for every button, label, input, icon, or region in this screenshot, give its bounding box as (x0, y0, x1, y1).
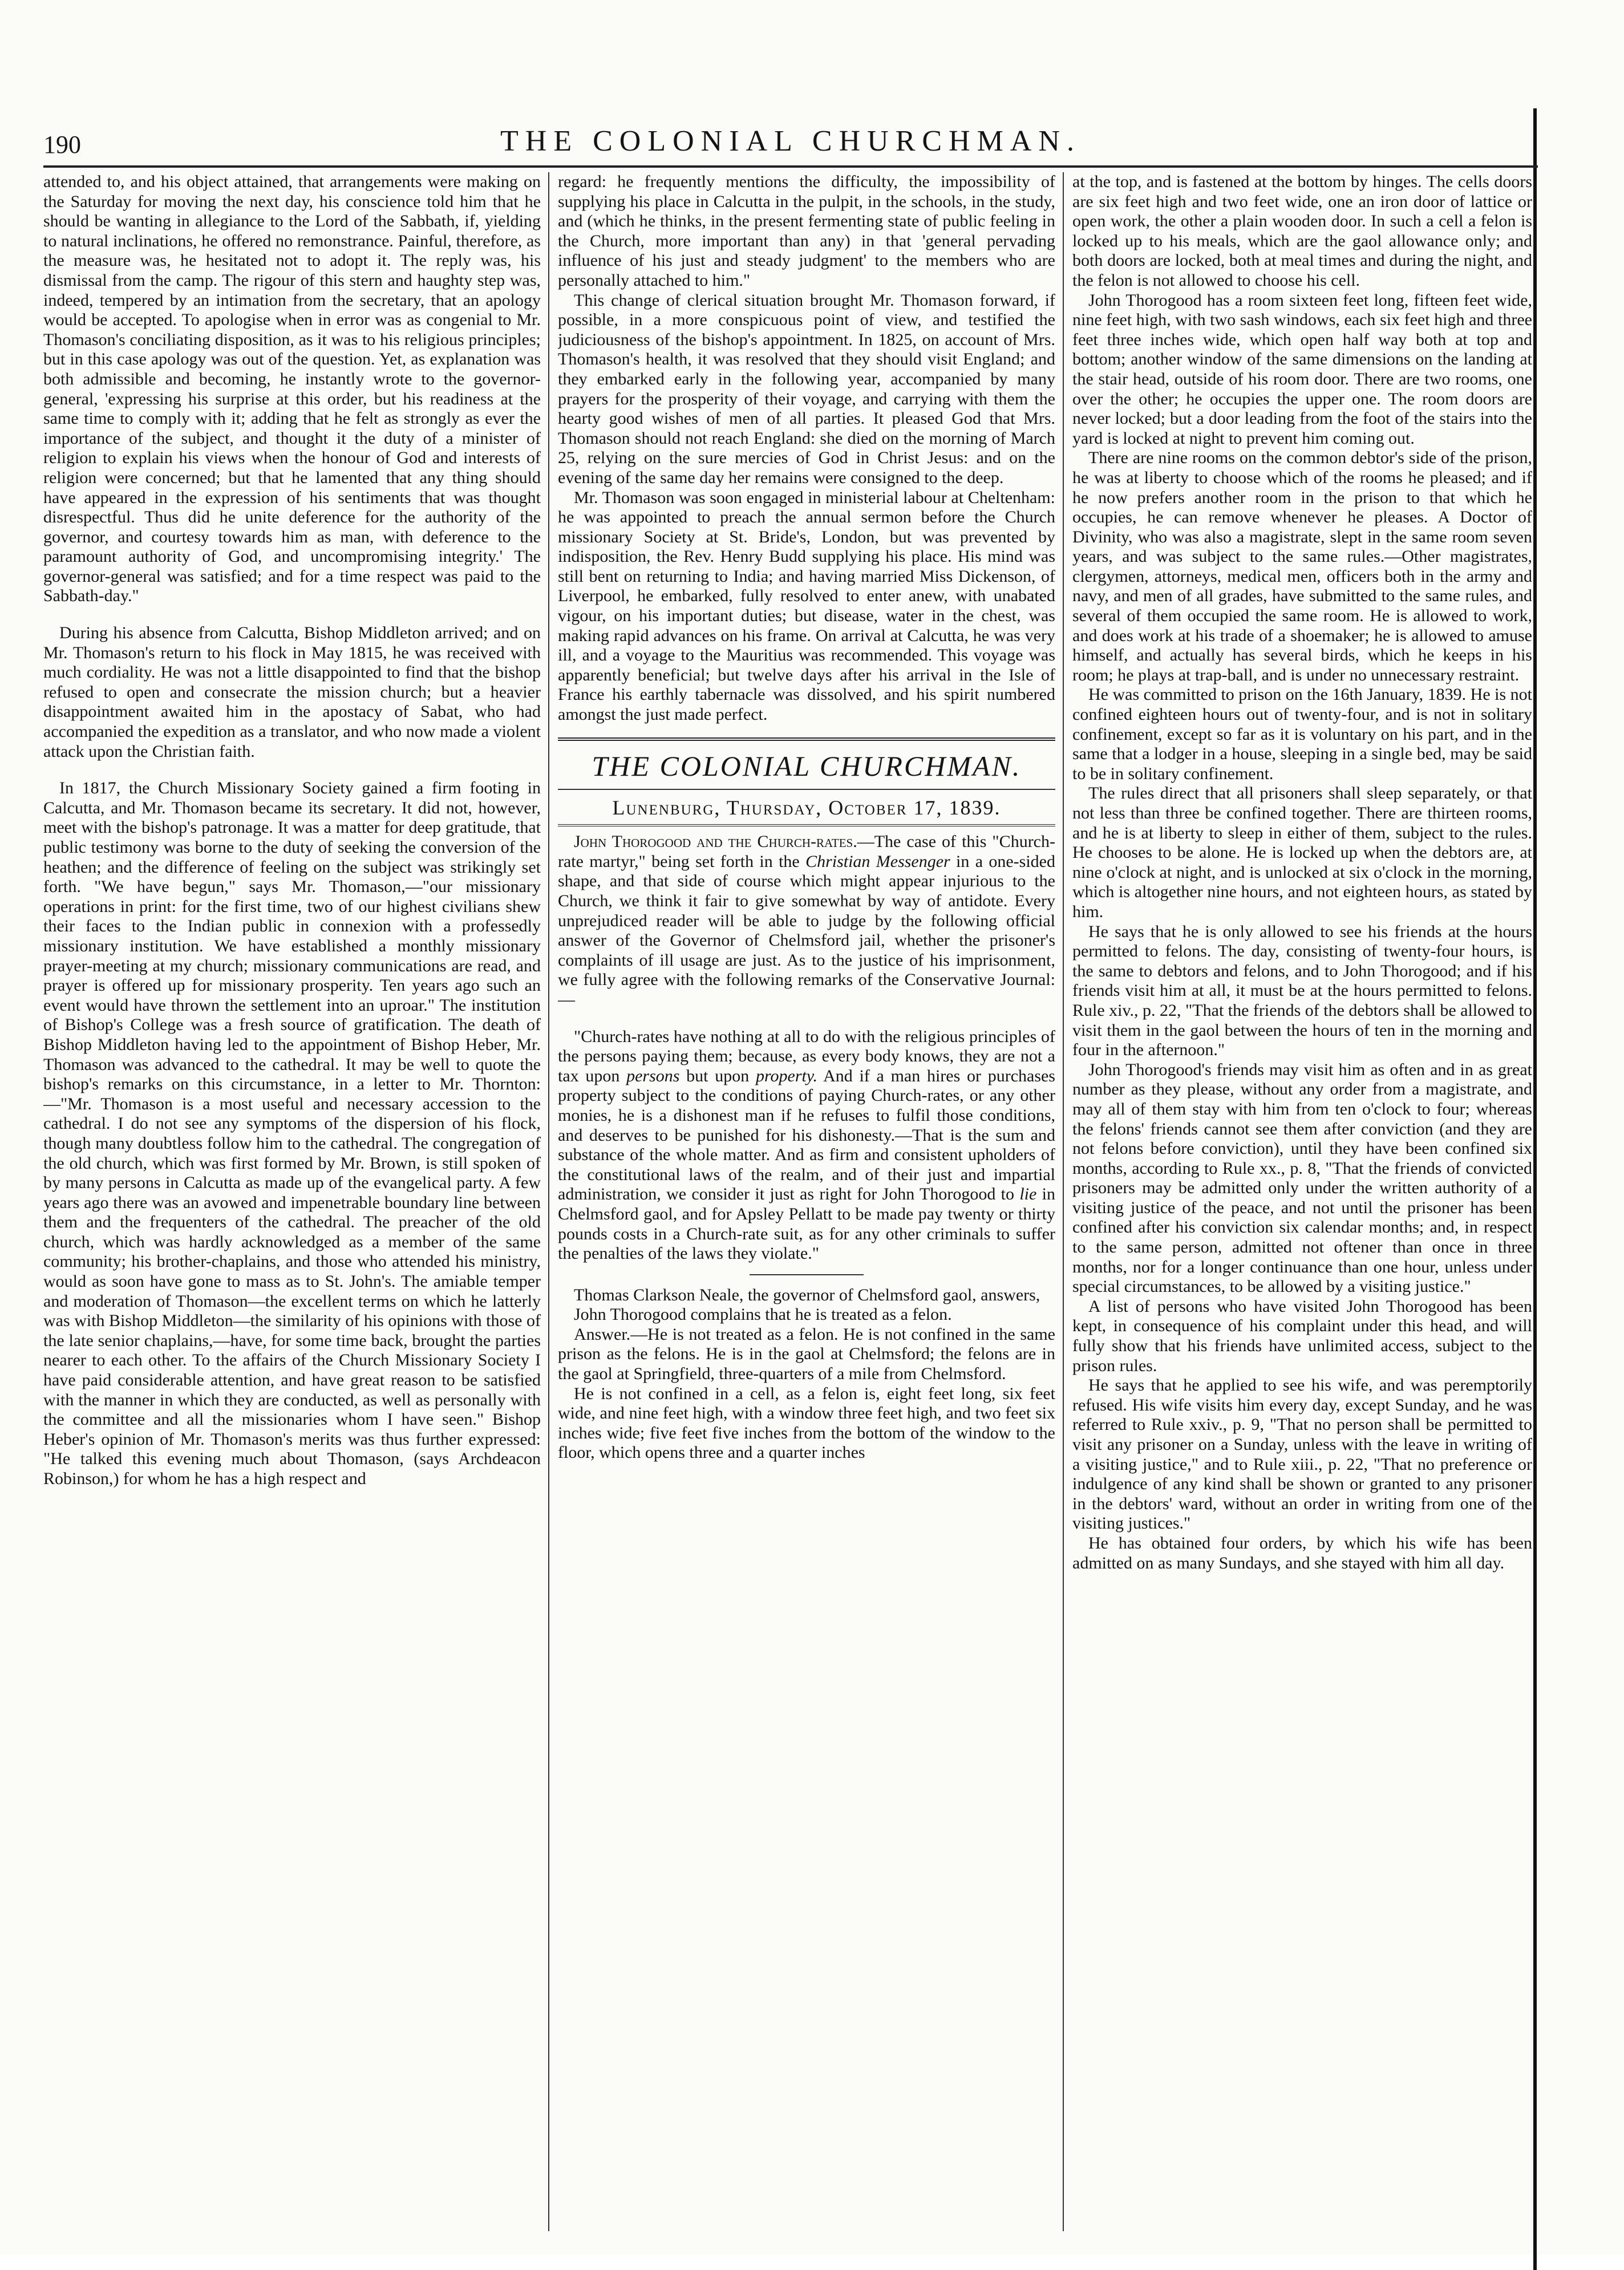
text-run: in Chelmsford gaol, and for Apsley Pellatt to be made pay twenty or thirty pounds costs in a Church-rate suit, as for any other criminals to suffer the penalties of the laws they violate." (558, 1185, 1055, 1263)
paragraph: Thomas Clarkson Neale, the governor of Chelmsford gaol, answers, (574, 1285, 1040, 1304)
masthead-title: THE COLONIAL CHURCHMAN. (592, 749, 1022, 782)
text-run: "Church-rates have nothing at all to do with the religious principles of the persons paying them; because, as every body knows, they are not a tax upon (558, 1027, 1055, 1085)
paragraph: John Thorogood has a room sixteen feet long, fifteen feet wide, nine feet high, with two sash windows, each six feet high and three feet three inches wide, which open half way both at top and bottom; another window of the same dimensions on the landing at the stair head, outside of his room door. There are two rooms, one over the other; he occupies the upper one. The room doors are never locked; but a door leading from the foot of the stairs into the yard is locked at night to prevent him coming out. (1072, 290, 1532, 448)
paragraph: During his absence from Calcutta, Bishop Middleton arrived; and on Mr. Thomason's return to his flock in May 1815, he was received with much cordiality. He was not a little disappointed to find that the bishop refused to open and consecrate the mission church; but a heavier disappointment awaited him in the apostacy of Sabat, who had accompanied the expedition as a translator, and who now made a violent attack upon the Christian faith. (43, 623, 541, 761)
section-divider (750, 1274, 864, 1275)
paragraph: A list of persons who have visited John Thorogood has been kept, in consequence of his complaint under this head, and will fully show that his friends have unlimited access, subject to the prison rules. (1072, 1296, 1532, 1375)
italic-run: persons (626, 1066, 680, 1085)
column-1 (43, 172, 541, 2237)
paragraph: Answer.—He is not treated as a felon. He is not confined in the same prison as the felons. He is in the gaol at Chelmsford; the felons are in the gaol at Springfield, three-quarters of a mile from Chelmsford. (558, 1324, 1055, 1384)
binding-edge (1533, 108, 1537, 2270)
paragraph: He says that he is only allowed to see his friends at the hours permitted to felons. The day, consisting of twenty-four hours, is the same to debtors and felons, and to John Thorogood; and if his friends visit him at all, it must be at the hours permitted to felons. Rule xiv., p. 22, "That the friends of the debtors shall be allowed to visit them in the gaol between the hours of ten in the morning and four in the afternoon." (1072, 922, 1532, 1060)
column-rule-2 (1063, 172, 1064, 2231)
paragraph: There are nine rooms on the common debtor's side of the prison, he was at liberty to choose which of the rooms he pleased; and if he now prefers another room in the prison to that which he occupies, he can remove whenever he pleases. A Doctor of Divinity, who was also a magistrate, slept in the same room seven years, and was subject to the same rules.—Other magistrates, clergymen, attorneys, medical men, officers both in the army and navy, and men of all grades, have submitted to the same rules, and several of them occupied the same room. He is allowed to work, and does work at his trade of a shoemaker; he is allowed to amuse himself, and actually has several birds, which he keeps in his room; he plays at trap-ball, and is under no unnecessary restraint. (1072, 448, 1532, 684)
paragraph: attended to, and his object attained, that arrangements were making on the Saturday for moving the next day, his conscience told him that he should be wanting in allegiance to the Lord of the Sabbath, if, yielding to natural inclinations, he offered no remonstrance. Painful, therefore, as the measure was, he hesitated not to adopt it. The reply was, his dismissal from the camp. The rigour of this stern and haughty step was, indeed, tempered by an intimation from the secretary, that an apology would be accepted. To apologise when in error was as congenial to Mr. Thomason's conciliating disposition, as it was to his religious principles; but in this case apology was out of the question. Yet, as explanation was both admissible and becoming, he instantly wrote to the governor-general, 'expressing his surprise at this order, but his readiness at the same time to comply with it; adding that he felt as strongly as ever the importance of the subject, and thought it the duty of a minister of religion to explain his views when the honour of God and interests of religion were concerned; but that he lamented that any thing should have appeared in the expression of his sentiments that was thought disrespectful. Thus did he unite deference for the authority of the governor, and courtesy towards him as man, with deference to the paramount authority of God, and uncompromising integrity.' The governor-general was satisfied; and for a time respect was paid to the Sabbath-day." (43, 172, 541, 606)
masthead-dateline: Lunenburg, Thursday, October 17, 1839. (558, 789, 1055, 818)
running-title: THE COLONIAL CHURCHMAN. (500, 125, 1081, 157)
paragraph: He says that he applied to see his wife, and was peremptorily refused. His wife visits him every day, except Sunday, and he was referred to Rule xxiv., p. 9, "That no person shall be permitted to visit any prisoner on a Sunday, unless with the leave in writing of a visiting justice," and to Rule xiii., p. 22, "That no preference or indulgence of any kind shall be shown or granted to any prisoner in the debtors' ward, without an order in writing from one of the visiting justices." (1072, 1376, 1532, 1533)
paragraph: John Thorogood complains that he is treated as a felon. (574, 1305, 952, 1324)
column-rule-1 (548, 172, 549, 2231)
masthead (558, 737, 1055, 827)
italic-run: lie (1019, 1185, 1037, 1204)
paragraph: This change of clerical situation brought Mr. Thomason forward, if possible, in a more conspicuous point of view, and testified the judiciousness of the bishop's appointment. In 1825, on account of Mrs. Thomason's health, it was resolved that they should visit England; and they embarked early in the following year, accompanied by many prayers for the prosperity of their voyage, and carrying with them the hearty good wishes of men of all parties. It pleased God that Mrs. Thomason should not reach England: she died on the morning of March 25, relying on the sure mercies of God in Christ Jesus: and on the evening of the same day her remains were consigned to the deep. (558, 290, 1055, 487)
text-run: but upon (679, 1066, 756, 1085)
paragraph: The rules direct that all prisoners shall sleep separately, or that not less than three be confined together. There are thirteen rooms, and he is at liberty to sleep in either of them, subject to the rules. He chooses to be alone. He is locked up when the debtors are, at nine o'clock at night, and is unlocked at six o'clock in the morning, which is altogether nine hours, and not eighteen hours, as stated by him. (1072, 784, 1532, 921)
paragraph: John Thorogood's friends may visit him as often and in as great number as they please, without any order from a magistrate, and may all of them stay with him from ten o'clock to four; whereas the felons' friends cannot see them after conviction (and they are not felons before conviction), until they have been confined six months, according to Rule xx., p. 8, "That the friends of convicted prisoners may be admitted only under the written authority of a visiting justice of the peace, and not until the prisoner has been confined after his conviction six calendar months; and, in respect to the same person, admitted not oftener than once in three months, nor for a longer continuance than one hour, unless under special circumstances, to be allowed by a visiting justice." (1072, 1060, 1532, 1296)
page-header (43, 120, 1538, 161)
paragraph: He is not confined in a cell, as a felon is, eight feet long, six feet wide, and nine feet high, with a window three feet high, and two feet six inches wide; five feet five inches from the bottom of the window to the floor, which opens three and a quarter inches (558, 1384, 1055, 1462)
article-paragraph (558, 832, 1055, 1010)
page-number: 190 (43, 131, 81, 159)
paragraph: In 1817, the Church Missionary Society gained a firm footing in Calcutta, and Mr. Thomason became its secretary. It did not, however, meet with the bishop's patronage. It was a matter for deep gratitude, that public testimony was borne to the duty of seeking the conversion of the heathen; and the difference of feeling on the subject was strikingly set forth. "We have begun," says Mr. Thomason,—"our missionary operations in print: for the first time, two of our highest civilians shew their faces to the Indian public in connexion with a professedly missionary institution. We have established a monthly missionary prayer-meeting at my church; missionary communications are read, and prayer is offered up for missionary prosperity. Ten years ago such an event would have thrown the settlement into an uproar." The institution of Bishop's College was a fresh source of gratification. The death of Bishop Middleton having led to the appointment of Bishop Heber, Mr. Thomason was advanced to the cathedral. It may be well to quote the bishop's remarks on this circumstance, in a letter to Mr. Thornton:—"Mr. Thomason is a most useful and necessary accession to the cathedral. I do not see any symptoms of the dispersion of his flock, though many doubtless follow him to the cathedral. The congregation of the old church, which was first formed by Mr. Brown, is still spoken of by many persons in Calcutta as made up of the evangelical party. A few years ago there was an avowed and impenetrable boundary line between them and the frequenters of the cathedral. The preacher of the old church, which was hardly acknowledged as a member of the same community; his brother-chaplains, and those who attended his ministry, would as soon have gone to mass as to St. John's. The amiable temper and moderation of Thomason—the excellent terms on which he latterly was with Bishop Middleton—the similarity of his opinions with those of the late senior chaplains,—have, for some time back, brought the parties nearer to each other. To the affairs of the Church Missionary Society I have paid considerable attention, and have great reason to be satisfied with the manner in which they are conducted, as well as personally with the committee and all the missionaries whom I have seen." Bishop Heber's opinion of Mr. Thomason's merits was thus further expressed: "He talked this evening much about Thomason, (says Archdeacon Robinson,) for whom he has a high respect and (43, 779, 541, 1488)
paragraph: He was committed to prison on the 16th January, 1839. He is not confined eighteen hours out of twenty-four, and is not in solitary confinement, except so far as it is voluntary on his part, and in the same that a lodger in a house, sleeping in a single bed, may be said to be in solitary confinement. (1072, 685, 1532, 783)
column-2 (558, 172, 1055, 2237)
column-3 (1072, 172, 1532, 2237)
text-run: in a one-sided shape, and that side of course which might appear injurious to the Church, we think it fair to give somewhat by way of antidote. Every unprejudiced reader will be able to judge by the following official answer of the Governor of Chelmsford jail, whether the prisoner's complaints of ill usage are just. As to the justice of his imprisonment, we fully agree with the following remarks of the Conservative Journal:— (558, 852, 1055, 1009)
italic-run: Christian Messenger (805, 852, 950, 871)
text-run: And if a man hires or purchases property subject to the conditions of paying Church-rates, or any other monies, he is a dishonest man if he refuses to fulfil those conditions, and deserves to be punished for his dishonesty.—That is the sum and substance of the whole matter. And as firm and consistent upholders of the constitutional laws of the realm, and of their just and impartial administration, we consider it just as right for John Thorogood to (558, 1066, 1055, 1204)
paragraph: regard: he frequently mentions the difficulty, the impossibility of supplying his place in Calcutta in the pulpit, in the schools, in the study, and (which he thinks, in the present fermenting state of public feeling in the Church, more important than any) in that 'general pervading influence of his just and steady judgment' to the members who are personally attached to him." (558, 172, 1055, 290)
quote-paragraph (558, 1027, 1055, 1264)
header-rule (43, 165, 1538, 168)
italic-run: property. (755, 1066, 818, 1085)
paragraph: Mr. Thomason was soon engaged in ministerial labour at Cheltenham: he was appointed to preach the annual sermon before the Church missionary Society at St. Bride's, London, but was prevented by indisposition, the Rev. Henry Budd supplying his place. His mind was still bent on returning to India; and having married Miss Dickenson, of Liverpool, he embarked, fully resolved to enter anew, with unabated vigour, on his important duties; but disease, water in the chest, was making rapid advances on his frame. On arrival at Calcutta, he was very ill, and a voyage to the Mauritius was recommended. This voyage was apparently beneficial; but twelve days after his arrival in the Isle of France his earthly tabernacle was dissolved, and his spirit numbered amongst the just made perfect. (558, 488, 1055, 724)
paragraph: He has obtained four orders, by which his wife has been admitted on as many Sundays, and she stayed with him all day. (1072, 1533, 1532, 1572)
paragraph: at the top, and is fastened at the bottom by hinges. The cells doors are six feet high and two feet wide, one an iron door of lattice or open work, the other a plain wooden door. In such a cell a felon is locked up to his meals, which are the gaol allowance only; and both doors are locked, both at meal times and during the night, and the felon is not allowed to choose his cell. (1072, 172, 1532, 290)
text-run: —The case of this "Church-rate martyr," being set forth in the (558, 832, 1055, 871)
article-headline: John Thorogood and the Church-rates. (574, 832, 857, 852)
